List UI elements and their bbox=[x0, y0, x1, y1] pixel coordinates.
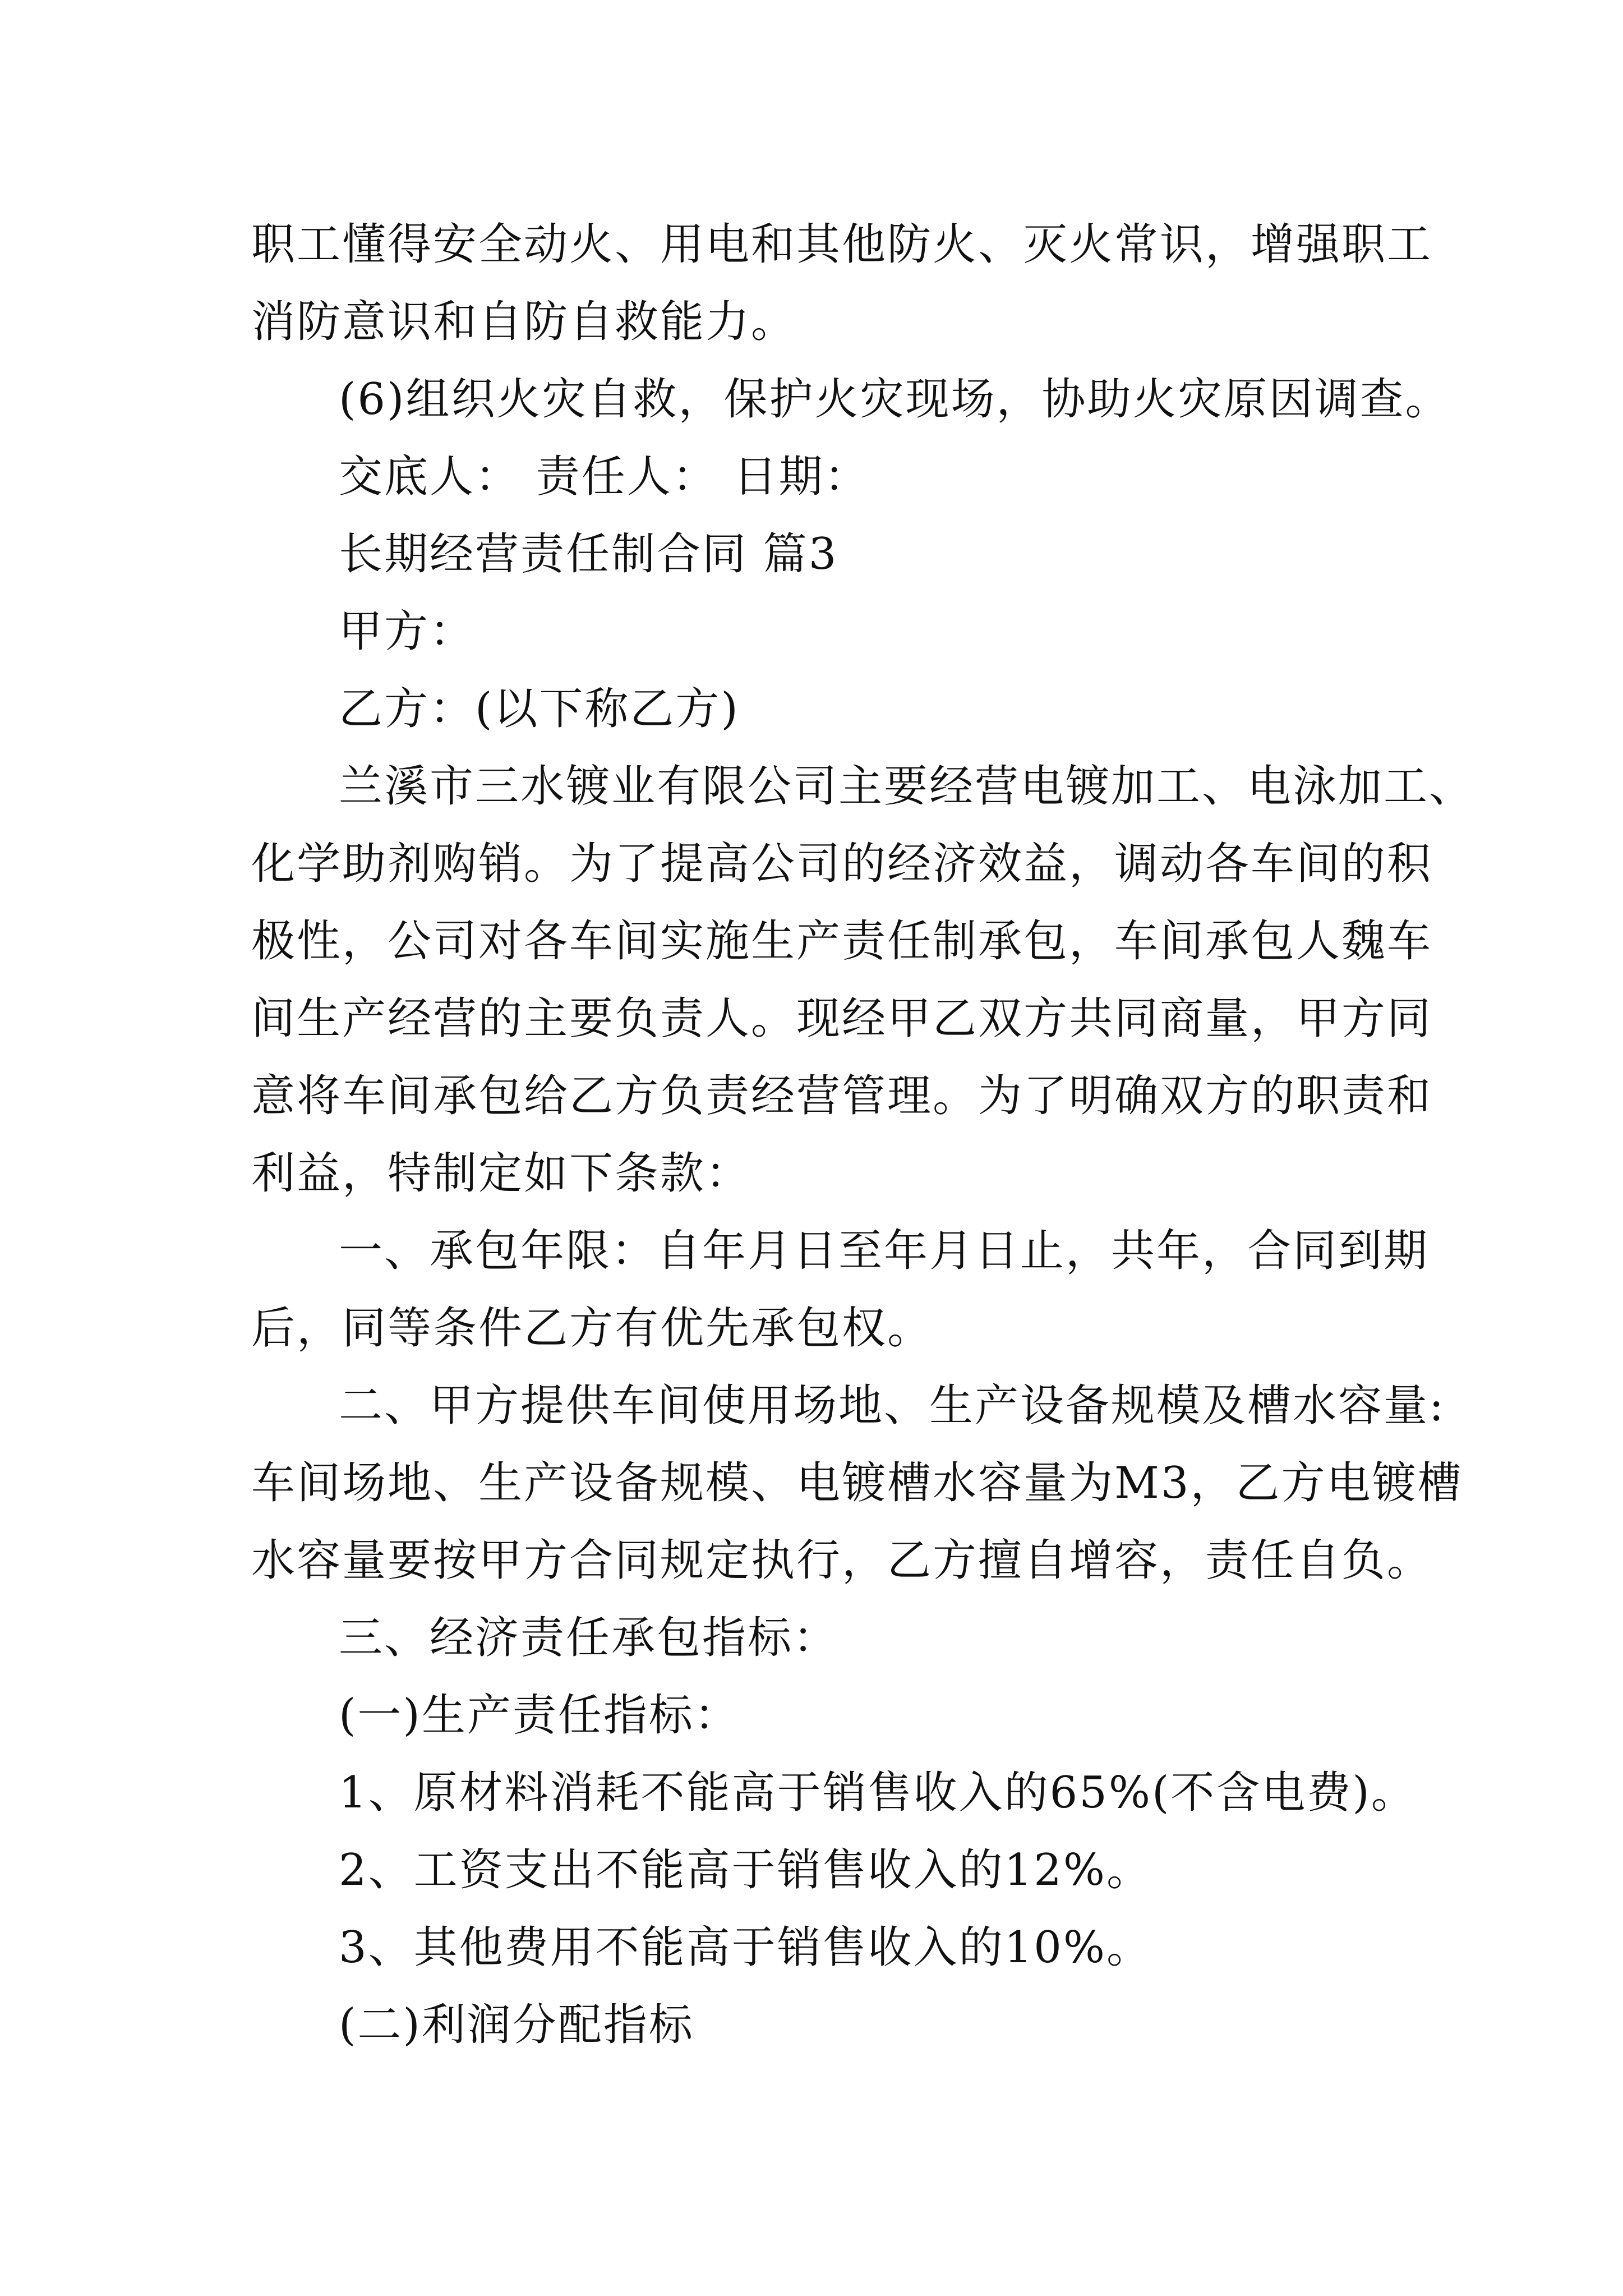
body-line-3: (6)组织火灾自救，保护火灾现场，协助火灾原因调查。 bbox=[339, 374, 1451, 425]
signature-line: 交底人： 责任人： 日期： bbox=[339, 452, 870, 502]
clause-2-line-1: 二、甲方提供车间使用场地、生产设备规模及槽水容量: bbox=[339, 1381, 1446, 1431]
body-line-2: 消防意识和自防自救能力。 bbox=[251, 297, 797, 347]
party-a-line: 甲方： bbox=[339, 606, 476, 657]
subsection-2-heading: (二)利润分配指标 bbox=[339, 2000, 694, 2050]
clause-3-heading: 三、经济责任承包指标： bbox=[339, 1613, 839, 1663]
body-line-1: 职工懂得安全动火、用电和其他防火、灭火常识，增强职工 bbox=[251, 219, 1433, 270]
list-item-2: 2、工资支出不能高于销售收入的12%。 bbox=[339, 1845, 1152, 1895]
body-line-11: 间生产经营的主要负责人。现经甲乙双方共同商量，甲方同 bbox=[251, 993, 1433, 1044]
clause-1-line-1: 一、承包年限：自年月日至年月日止，共年，合同到期 bbox=[339, 1226, 1430, 1276]
party-b-line: 乙方：(以下称乙方) bbox=[339, 684, 740, 734]
clause-1-line-2: 后，同等条件乙方有优先承包权。 bbox=[251, 1303, 933, 1354]
body-line-12: 意将车间承包给乙方负责经营管理。为了明确双方的职责和 bbox=[251, 1071, 1433, 1121]
body-line-8: 兰溪市三水镀业有限公司主要经营电镀加工、电泳加工、 bbox=[339, 761, 1475, 812]
body-line-10: 极性，公司对各车间实施生产责任制承包，车间承包人魏车 bbox=[251, 916, 1433, 967]
clause-2-line-3: 水容量要按甲方合同规定执行，乙方擅自增容，责任自负。 bbox=[251, 1535, 1433, 1586]
clause-2-line-2: 车间场地、生产设备规模、电镀槽水容量为M3，乙方电镀槽 bbox=[251, 1458, 1463, 1508]
body-line-9: 化学助剂购销。为了提高公司的经济效益，调动各车间的积 bbox=[251, 839, 1433, 889]
list-item-1: 1、原材料消耗不能高于销售收入的65%(不含电费)。 bbox=[339, 1768, 1417, 1818]
subsection-1-heading: (一)生产责任指标： bbox=[339, 1690, 740, 1741]
list-item-3: 3、其他费用不能高于销售收入的10%。 bbox=[339, 1922, 1152, 1973]
section-title: 长期经营责任制合同 篇3 bbox=[339, 529, 838, 579]
body-line-13: 利益，特制定如下条款： bbox=[251, 1148, 751, 1199]
